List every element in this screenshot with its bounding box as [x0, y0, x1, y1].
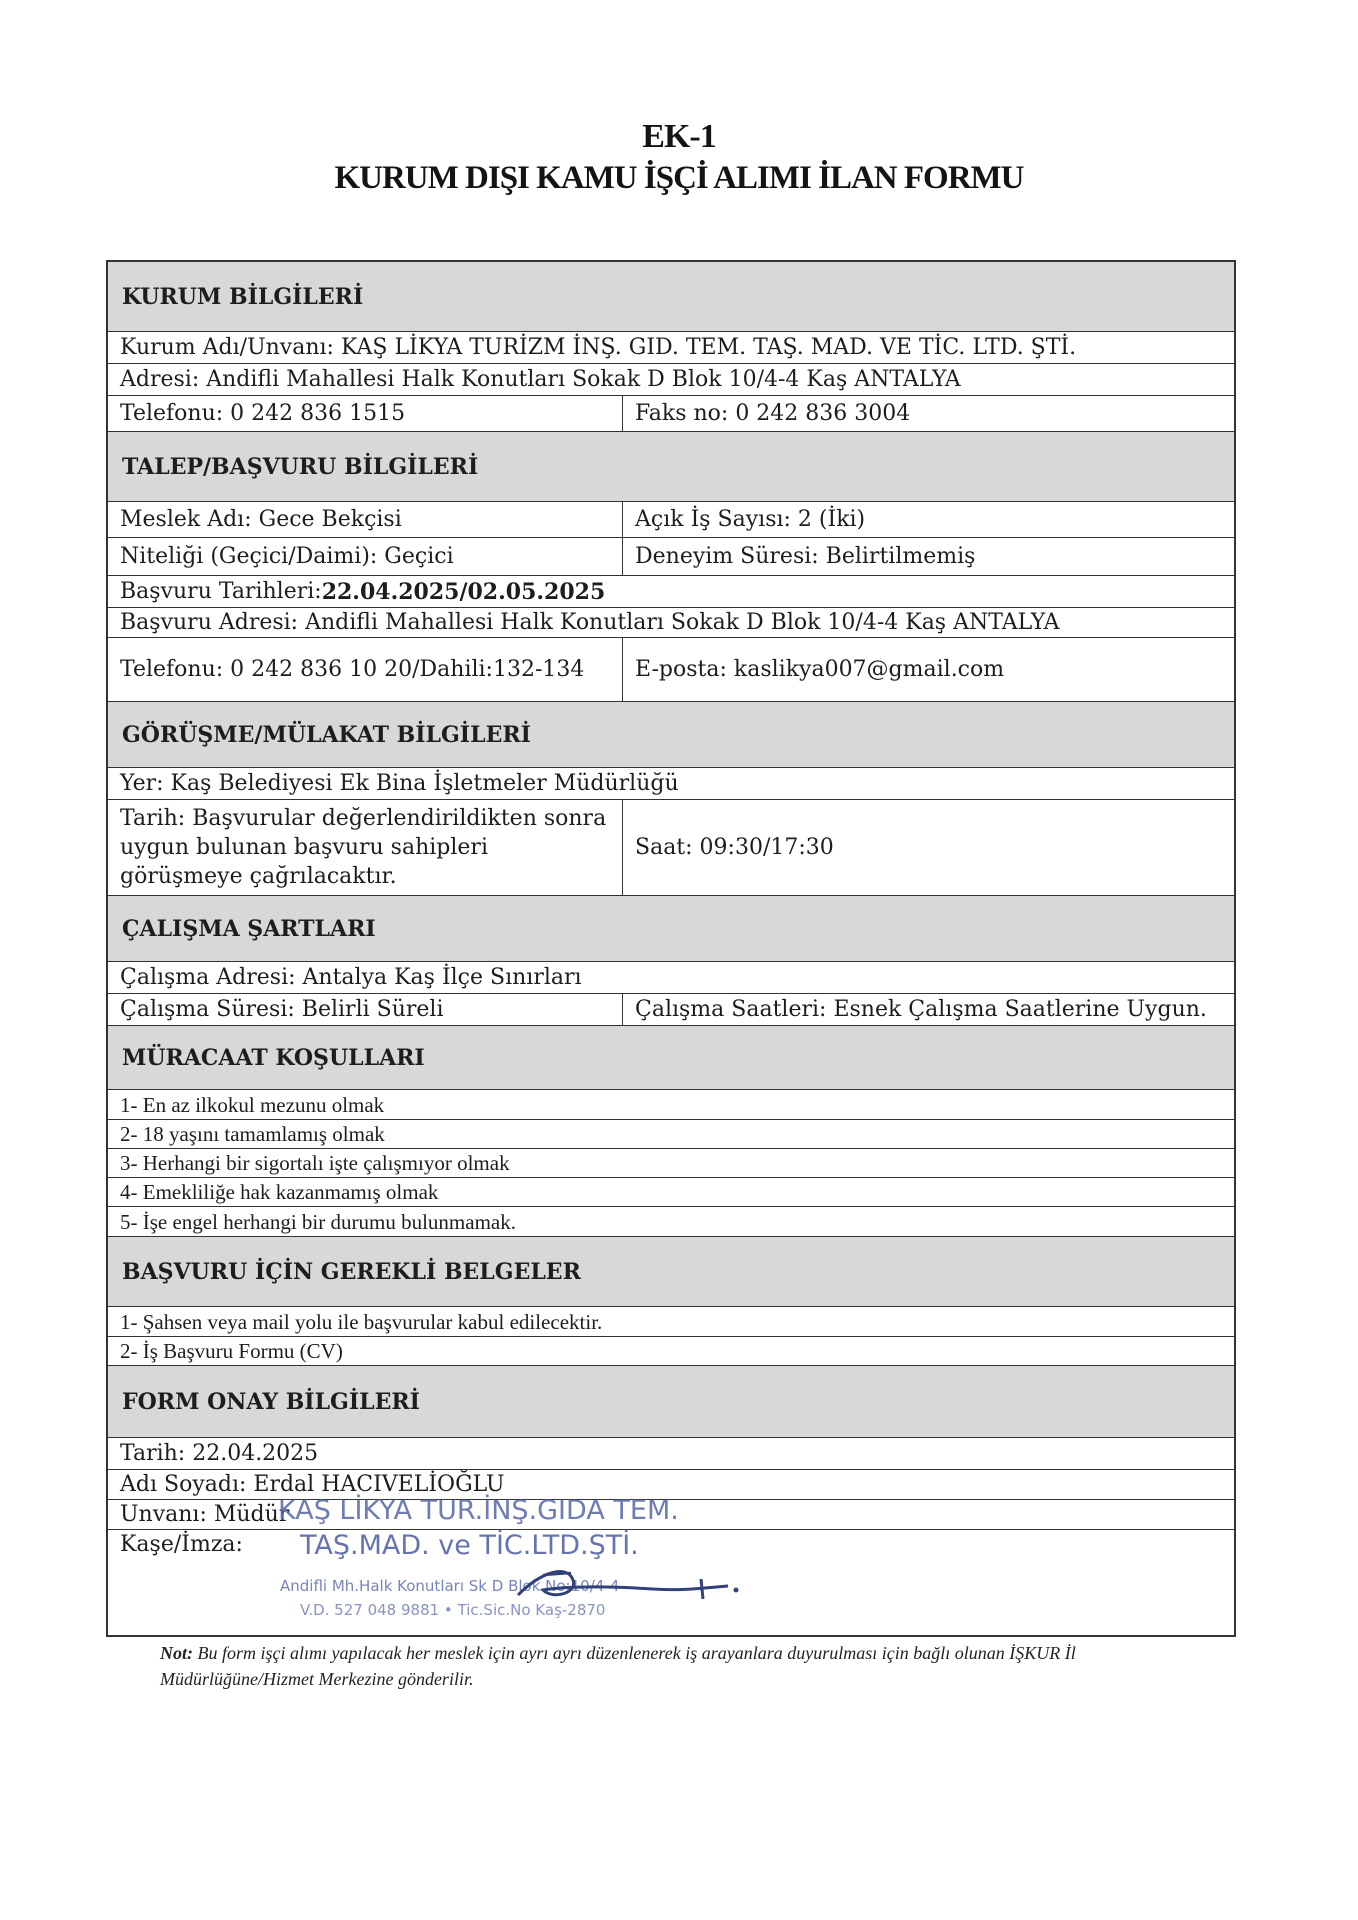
belgeler-item: [108, 1337, 1234, 1366]
belgeler-item-text: 2- İş Başvuru Formu (CV): [120, 1339, 343, 1363]
signature-mark: [513, 1555, 743, 1615]
muracaat-item-text: 5- İşe engel herhangi bir durumu bulunmamak.: [120, 1209, 516, 1234]
application-form-table: [106, 260, 1236, 1637]
gorusme-tarih-row: [108, 800, 1234, 896]
muracaat-item: [108, 1207, 1234, 1237]
acik-is-sayisi: Açık İş Sayısı: 2 (İki): [635, 506, 866, 532]
calisma-adresi: Çalışma Adresi: Antalya Kaş İlçe Sınırları: [120, 964, 582, 990]
stamp-line-4: V.D. 527 048 9881 • Tic.Sic.No Kaş-2870: [300, 1601, 606, 1619]
basvuru-tarihleri: [108, 576, 1234, 607]
section-header-calisma: [108, 896, 1234, 962]
section-title: FORM ONAY BİLGİLERİ: [122, 1388, 420, 1415]
section-title: GÖRÜŞME/MÜLAKAT BİLGİLERİ: [122, 721, 531, 748]
onay-unvan: Unvanı: Müdür: [120, 1501, 290, 1527]
stamp-line-2: TAŞ.MAD. ve TİC.LTD.ŞTİ.: [300, 1530, 639, 1561]
talep-row-2: [108, 538, 1234, 576]
talep-telefon: Telefonu: 0 242 836 10 20/Dahili:132-134: [108, 638, 623, 701]
muracaat-item-text: 3- Herhangi bir sigortalı işte çalışmıyor olmak: [120, 1151, 510, 1175]
belgeler-item: [108, 1307, 1234, 1337]
gorusme-yer-row: [108, 768, 1234, 800]
kurum-fax: Faks no: 0 242 836 3004: [635, 400, 911, 426]
section-title: ÇALIŞMA ŞARTLARI: [122, 915, 376, 942]
calisma-suresi: Çalışma Süresi: Belirli Süreli: [108, 994, 623, 1025]
onay-tarih: Tarih: 22.04.2025: [120, 1440, 319, 1466]
kurum-name-row: [108, 332, 1234, 364]
kurum-name: Kurum Adı/Unvanı: KAŞ LİKYA TURİZM İNŞ. GID. TEM. TAŞ. MAD. VE TİC. LTD. ŞTİ.: [120, 334, 1077, 360]
document-title: KURUM DIŞI KAMU İŞÇİ ALIMI İLAN FORMU: [334, 160, 1024, 196]
gorusme-tarih: Tarih: Başvurular değerlendirildikten sonra uygun bulunan başvuru sahipleri görüşmeye çağrılacaktır.: [108, 800, 623, 895]
deneyim-suresi: Deneyim Süresi: Belirtilmemiş: [635, 543, 976, 569]
gorusme-yer: Yer: Kaş Belediyesi Ek Bina İşletmeler Müdürlüğü: [120, 770, 679, 796]
footer-note: [160, 1640, 1200, 1692]
talep-row-1: [108, 502, 1234, 538]
section-title: TALEP/BAŞVURU BİLGİLERİ: [122, 453, 479, 480]
section-header-belgeler: [108, 1237, 1234, 1307]
kurum-phone: Telefonu: 0 242 836 1515: [108, 396, 623, 431]
section-header-onay: [108, 1366, 1234, 1438]
section-title: KURUM BİLGİLERİ: [122, 283, 364, 310]
document-code: EK-1: [642, 118, 716, 155]
basvuru-tarihleri-row: [108, 576, 1234, 608]
calisma-adres-row: [108, 962, 1234, 994]
basvuru-tarihleri-value: 22.04.2025/02.05.2025: [321, 578, 606, 605]
note-text: Bu form işçi alımı yapılacak her meslek için ayrı ayrı düzenlenerek iş arayanlara duyurulması için bağlı olunan İŞKUR İl Müdürlüğüne/Hizmet Merkezine gönderilir.: [160, 1643, 1076, 1689]
talep-eposta: E-posta: kaslikya007@gmail.com: [635, 656, 1005, 682]
muracaat-item-text: 4- Emekliliğe hak kazanmamış olmak: [120, 1180, 439, 1204]
calisma-sure-row: [108, 994, 1234, 1026]
muracaat-item-text: 2- 18 yaşını tamamlamış olmak: [120, 1122, 385, 1146]
kurum-contact-row: [108, 396, 1234, 432]
onay-tarih-row: [108, 1438, 1234, 1470]
muracaat-item-text: 1- En az ilkokul mezunu olmak: [120, 1092, 385, 1117]
stamp-line-1: KAŞ LİKYA TUR.İNŞ.GIDA TEM.: [278, 1495, 679, 1526]
onay-adi-soyadi: Adı Soyadı: Erdal HACIVELİOĞLU: [120, 1471, 505, 1497]
stamp-line-3: Andifli Mh.Halk Konutları Sk D Blok No:10/4-4: [280, 1577, 620, 1595]
note-label: Not:: [160, 1643, 193, 1663]
kurum-address: Adresi: Andifli Mahallesi Halk Konutları Sokak D Blok 10/4-4 Kaş ANTALYA: [120, 366, 961, 392]
section-header-gorusme: [108, 702, 1234, 768]
basvuru-adresi-row: [108, 608, 1234, 638]
meslek-adi: Meslek Adı: Gece Bekçisi: [108, 502, 623, 537]
section-header-muracaat: [108, 1026, 1234, 1090]
calisma-saatleri: Çalışma Saatleri: Esnek Çalışma Saatlerine Uygun.: [635, 996, 1207, 1022]
talep-contact-row: [108, 638, 1234, 702]
section-title: BAŞVURU İÇİN GEREKLİ BELGELER: [122, 1258, 581, 1285]
section-header-kurum: [108, 262, 1234, 332]
kurum-address-row: [108, 364, 1234, 396]
niteligi: Niteliği (Geçici/Daimi): Geçici: [108, 538, 623, 575]
onay-kase-imza: Kaşe/İmza:: [120, 1532, 243, 1557]
muracaat-item: [108, 1149, 1234, 1178]
section-header-talep: [108, 432, 1234, 502]
muracaat-item: [108, 1178, 1234, 1207]
gorusme-saat: Saat: 09:30/17:30: [635, 834, 834, 860]
belgeler-item-text: 1- Şahsen veya mail yolu ile başvurular kabul edilecektir.: [120, 1309, 603, 1334]
section-title: MÜRACAAT KOŞULLARI: [122, 1044, 425, 1071]
basvuru-adresi: Başvuru Adresi: Andifli Mahallesi Halk Konutları Sokak D Blok 10/4-4 Kaş ANTALYA: [120, 609, 1060, 635]
basvuru-tarihleri-label: Başvuru Tarihleri:: [120, 578, 322, 604]
muracaat-item: [108, 1120, 1234, 1149]
muracaat-item: [108, 1090, 1234, 1120]
